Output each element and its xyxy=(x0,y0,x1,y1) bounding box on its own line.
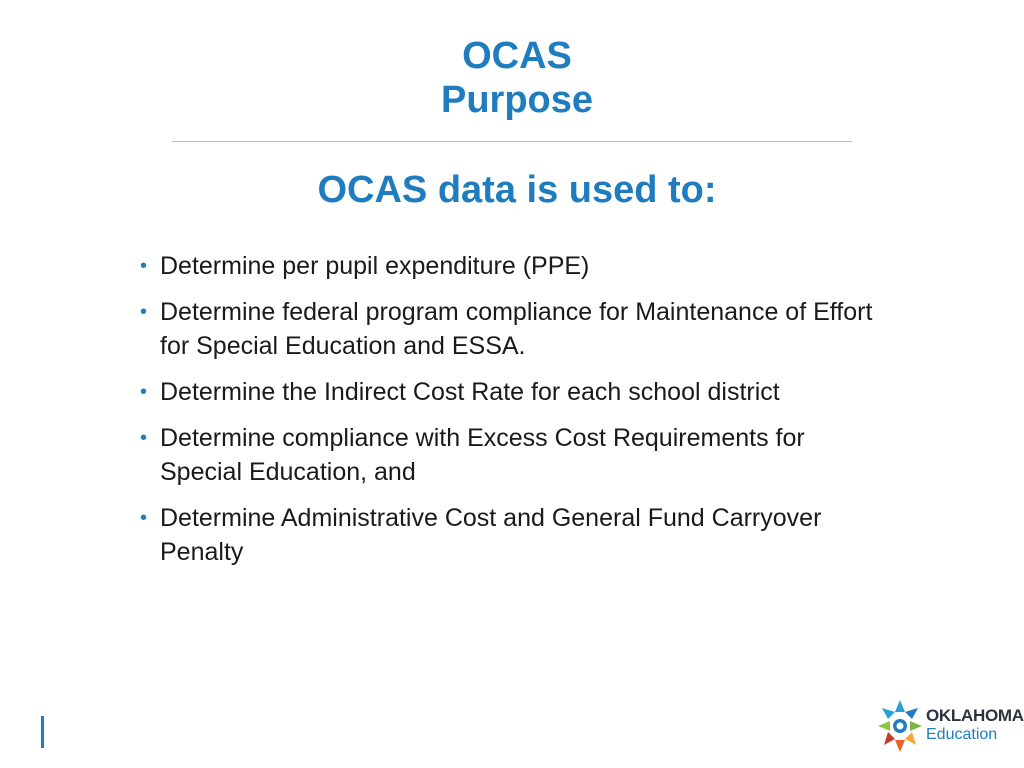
bullet-icon: • xyxy=(140,427,148,449)
bullet-item xyxy=(140,501,880,569)
bullet-list xyxy=(140,249,880,581)
bullet-item xyxy=(140,295,880,363)
bullet-item xyxy=(140,421,880,489)
title-line-2: Purpose xyxy=(440,79,594,121)
bullet-icon: • xyxy=(140,301,148,323)
logo-mark-icon xyxy=(878,698,922,754)
oklahoma-education-logo xyxy=(878,698,1024,756)
bullet-text: Determine the Indirect Cost Rate for each school district xyxy=(160,378,780,406)
logo-text-oklahoma: OKLAHOMA xyxy=(926,706,1024,725)
bullet-text: Determine Administrative Cost and General Fund Carryover Penalty xyxy=(160,504,822,566)
bullet-text: Determine federal program compliance for Maintenance of Effort for Special Education and ESSA. xyxy=(160,298,873,360)
bullet-icon: • xyxy=(140,255,148,277)
bullet-icon: • xyxy=(140,507,148,529)
logo-text-education: Education xyxy=(926,726,998,743)
bullet-icon: • xyxy=(140,381,148,403)
bullet-item xyxy=(140,375,880,409)
accent-bar xyxy=(41,716,44,748)
bullet-text: Determine per pupil expenditure (PPE) xyxy=(160,252,590,280)
slide-title xyxy=(0,34,1024,122)
slide-subtitle: OCAS data is used to: xyxy=(317,169,717,211)
title-line-1: OCAS xyxy=(462,35,572,77)
bullet-text: Determine compliance with Excess Cost Requirements for Special Education, and xyxy=(160,424,805,486)
bullet-item xyxy=(140,249,880,283)
title-divider xyxy=(172,141,852,142)
